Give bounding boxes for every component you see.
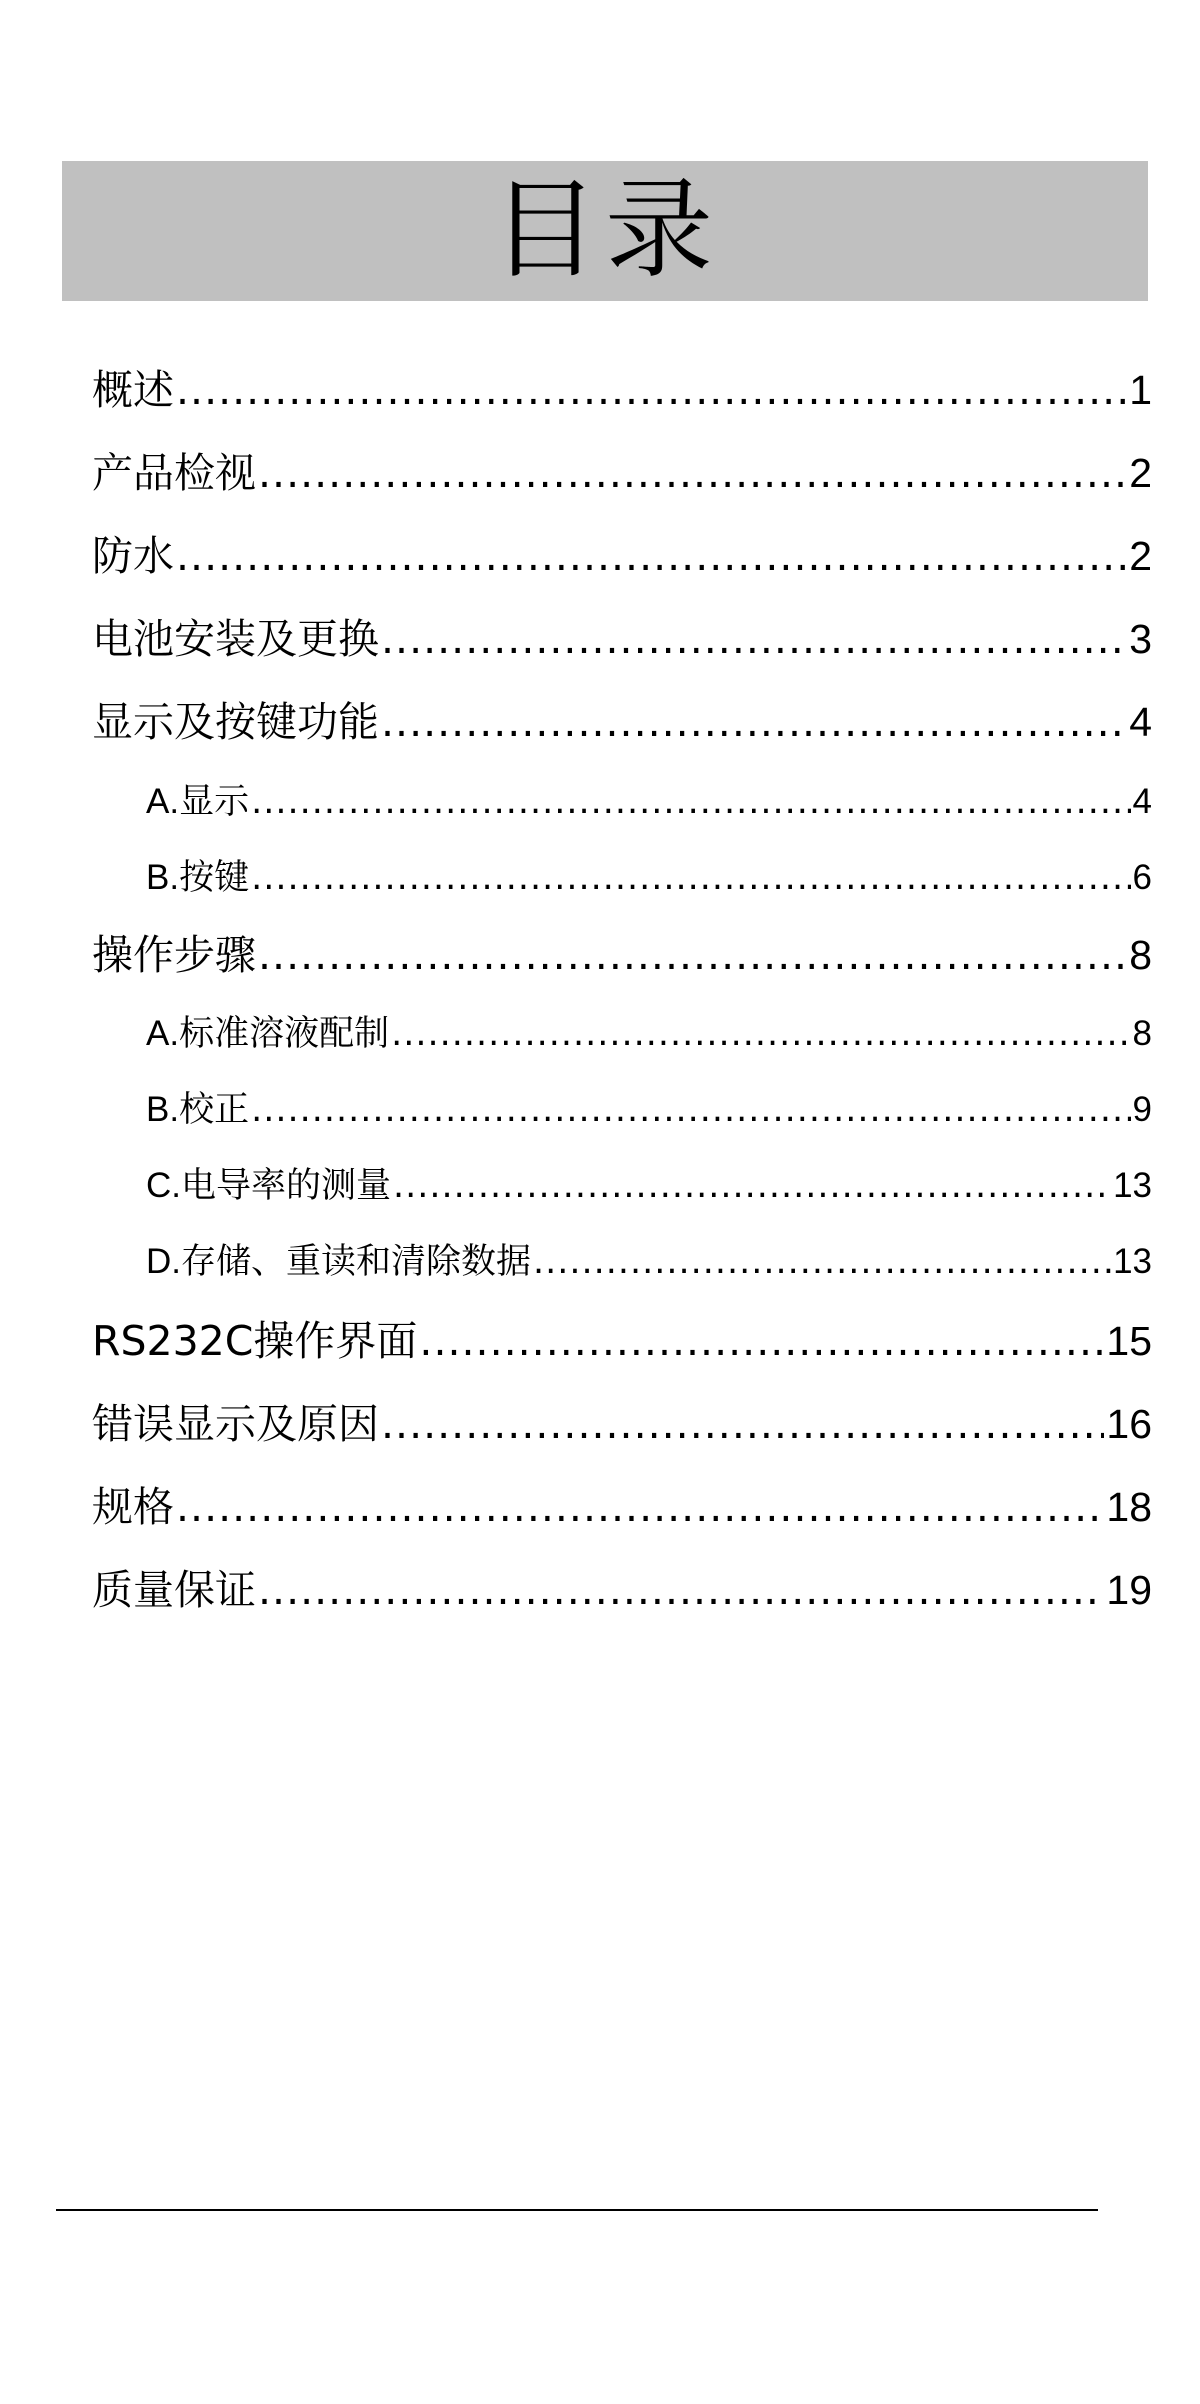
toc-leader-dots [251,1090,1130,1130]
toc-leader-dots [381,1400,1104,1448]
toc-entry-waterproof[interactable] [92,523,1152,579]
toc-entry-label: 操作步骤 [92,931,256,979]
toc-entry-marker: D. [146,1242,181,1281]
toc-entry-page: 9 [1132,1090,1152,1129]
toc-leader-dots [251,858,1130,898]
toc-entry-label: 电池安装及更换 [92,615,379,663]
toc-entry-page: 13 [1113,1166,1152,1205]
toc-subentry-keys[interactable] [146,850,1152,900]
toc-entry-label: 产品检视 [92,449,256,497]
toc-entry-label: RS232C操作界面 [92,1317,418,1365]
toc-subentry-data-storage[interactable] [146,1234,1152,1284]
toc-entry-marker: A. [146,782,180,821]
toc-entry-marker: A. [146,1014,180,1053]
toc-entry-page: 4 [1132,782,1152,821]
toc-entry-battery[interactable] [92,606,1152,662]
toc-subentry-standard-solution[interactable] [146,1006,1152,1056]
toc-entry-label: 显示及按键功能 [92,698,379,746]
toc-entry-label: 按键 [179,858,250,898]
toc-leader-dots [176,532,1127,580]
toc-entry-marker: C. [146,1166,181,1205]
toc-entry-label: 标准溶液配制 [179,1014,390,1054]
toc-leader-dots [391,1014,1130,1054]
toc-entry-page: 4 [1129,699,1152,745]
toc-entry-label: 防水 [92,532,174,580]
toc-entry-overview[interactable] [92,357,1152,413]
toc-leader-dots [258,931,1127,979]
toc-entry-label: 规格 [92,1483,174,1531]
toc-entry-label: 质量保证 [92,1566,256,1614]
toc-entry-warranty[interactable] [92,1557,1152,1613]
page-title: 目录 [490,168,719,293]
toc-entry-page: 6 [1132,858,1152,897]
toc-leader-dots [176,1483,1104,1531]
toc-leader-dots [258,1566,1104,1614]
toc-subentry-conductivity[interactable] [146,1158,1152,1208]
toc-subentry-calibration[interactable] [146,1082,1152,1132]
toc-entry-label: 错误显示及原因 [92,1400,379,1448]
toc-entry-label: 校正 [179,1090,250,1130]
toc-leader-dots [251,782,1130,822]
toc-leader-dots [176,366,1127,414]
toc-entry-page: 8 [1129,932,1152,978]
toc-leader-dots [533,1242,1111,1282]
footer-divider [56,2209,1098,2211]
toc-entry-page: 16 [1106,1401,1152,1447]
toc-entry-product-inspection[interactable] [92,440,1152,496]
toc-entry-page: 3 [1129,616,1152,662]
toc-leader-dots [419,1317,1104,1365]
toc-entry-errors[interactable] [92,1391,1152,1447]
toc-entry-display-keys[interactable] [92,689,1152,745]
toc-entry-operation-steps[interactable] [92,922,1152,978]
toc-entry-rs232c[interactable] [92,1308,1152,1364]
toc-entry-page: 2 [1129,450,1152,496]
toc-entry-marker: B. [146,858,180,897]
toc-entry-page: 19 [1106,1567,1152,1613]
toc-entry-page: 18 [1106,1484,1152,1530]
toc-leader-dots [393,1166,1111,1206]
toc-subentry-display[interactable] [146,774,1152,824]
toc-entry-label: 概述 [92,366,174,414]
toc-entry-label: 电导率的测量 [181,1166,392,1206]
toc-entry-page: 15 [1106,1318,1152,1364]
toc-entry-specifications[interactable] [92,1474,1152,1530]
toc-leader-dots [381,698,1127,746]
toc-entry-page: 8 [1132,1014,1152,1053]
toc-leader-dots [381,615,1127,663]
toc-entry-page: 13 [1113,1242,1152,1281]
toc-entry-marker: B. [146,1090,180,1129]
toc-entry-page: 2 [1129,533,1152,579]
toc-entry-label: 显示 [179,782,250,822]
toc-entry-label: 存储、重读和清除数据 [181,1242,532,1282]
toc-entry-page: 1 [1129,367,1152,413]
toc-leader-dots [258,449,1127,497]
